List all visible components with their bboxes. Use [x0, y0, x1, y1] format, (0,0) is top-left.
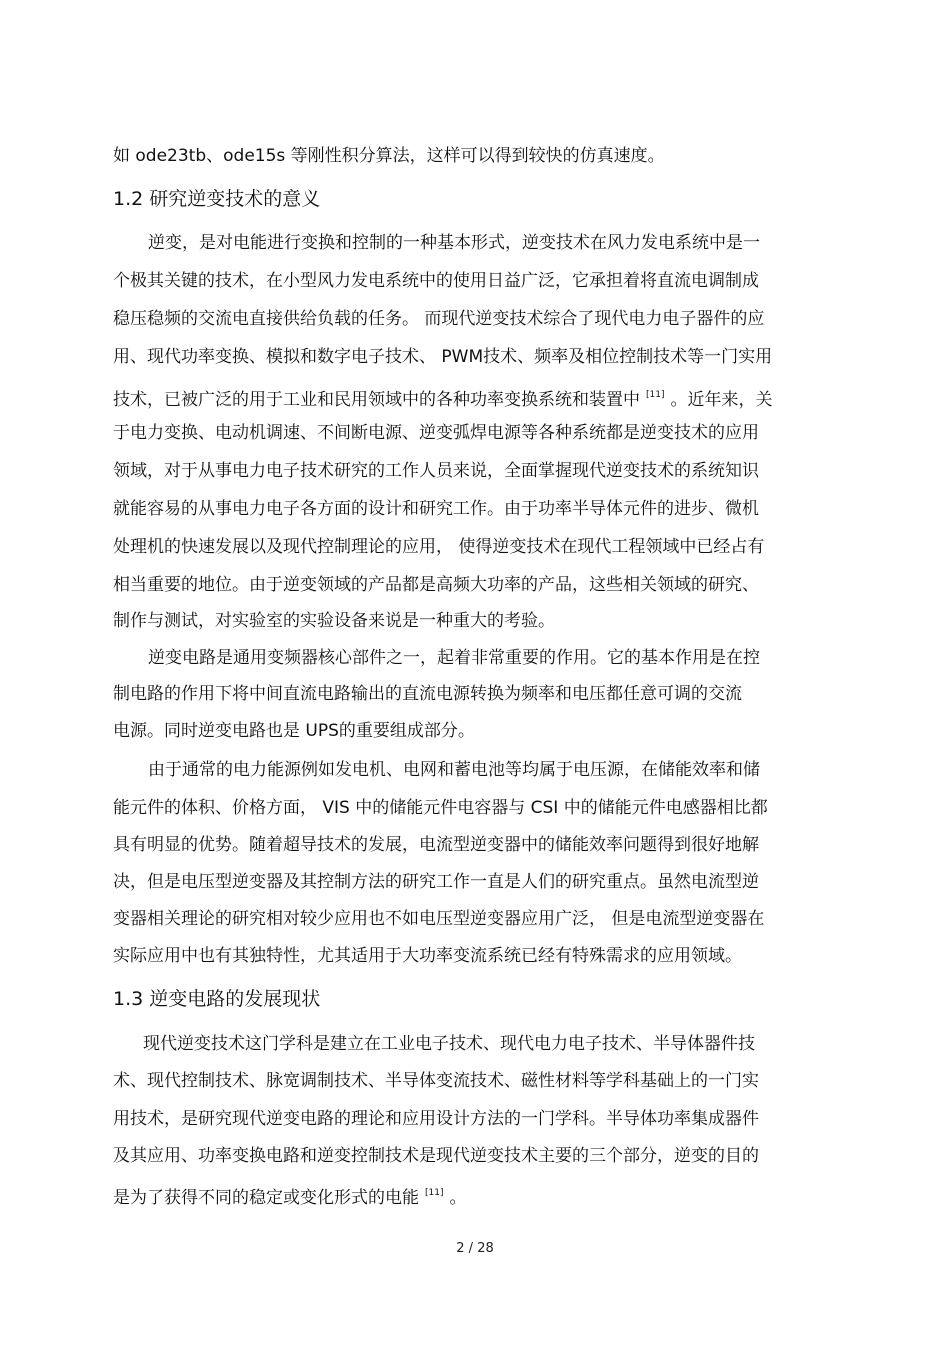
section-heading-1-3: 1.3 逆变电路的发展现状: [113, 988, 321, 1010]
paragraph-line: 用、现代功率变换、模拟和数字电子技术、 PWM技术、频率及相位控制技术等一门实用: [113, 347, 773, 367]
paragraph-line: 制作与测试，对实验室的实验设备来说是一种重大的考验。: [113, 611, 555, 631]
paragraph-line: 变器相关理论的研究相对较少应用也不如电压型逆变器应用广泛， 但是电流型逆变器在: [113, 909, 765, 929]
paragraph-line: 处理机的快速发展以及现代控制理论的应用， 使得逆变技术在现代工程领域中已经占有: [113, 537, 765, 557]
paragraph-line: 具有明显的优势。随着超导技术的发展，电流型逆变器中的储能效率问题得到很好地解: [113, 835, 759, 855]
page-separator: /: [468, 1241, 474, 1256]
text-run: 技术，已被广泛的用于工业和民用领域中的各种功率变换系统和装置中: [113, 390, 640, 410]
paragraph-line: 实际应用中也有其独特性，尤其适用于大功率变流系统已经有特殊需求的应用领域。: [113, 946, 742, 966]
text-run: 。近年来，关: [670, 390, 773, 410]
paragraph-line: 就能容易的从事电力电子各方面的设计和研究工作。由于功率半导体元件的进步、微机: [113, 499, 759, 519]
intro-line: 如 ode23tb、ode15s 等刚性积分算法，这样可以得到较快的仿真速度。: [113, 146, 665, 166]
paragraph-line: 逆变电路是通用变频器核心部件之一，起着非常重要的作用。它的基本作用是在控: [148, 648, 760, 668]
paragraph-line: 于电力变换、电动机调速、不间断电源、逆变弧焊电源等各种系统都是逆变技术的应用: [113, 423, 759, 443]
paragraph-line: 相当重要的地位。由于逆变领域的产品都是高频大功率的产品，这些相关领域的研究、: [113, 575, 759, 595]
citation-ref: [11]: [646, 390, 665, 400]
paragraph-line: 现代逆变技术这门学科是建立在工业电子技术、现代电力电子技术、半导体器件技: [143, 1034, 755, 1054]
paragraph-line: 领域，对于从事电力电子技术研究的工作人员来说，全面掌握现代逆变技术的系统知识: [113, 461, 759, 481]
text-run: 是为了获得不同的稳定或变化形式的电能: [113, 1188, 419, 1208]
page-number: [0, 1241, 950, 1256]
citation-ref: [11]: [425, 1188, 444, 1198]
page-total: 28: [477, 1241, 494, 1256]
paragraph-line: 决，但是电压型逆变器及其控制方法的研究工作一直是人们的研究重点。虽然电流型逆: [113, 872, 759, 892]
paragraph-line: [113, 1182, 466, 1209]
paragraph-line: 个极其关键的技术，在小型风力发电系统中的使用日益广泛，它承担着将直流电调制成: [113, 271, 759, 291]
section-heading-1-2: 1.2 研究逆变技术的意义: [113, 188, 321, 210]
paragraph-line: 由于通常的电力能源例如发电机、电网和蓄电池等均属于电压源，在储能效率和储: [148, 760, 760, 780]
text-run: 。: [449, 1188, 467, 1208]
paragraph-line: 能元件的体积、价格方面， VIS 中的储能元件电容器与 CSI 中的储能元件电感器相比都: [113, 798, 768, 818]
paragraph-line: 逆变，是对电能进行变换和控制的一种基本形式，逆变技术在风力发电系统中是一: [148, 233, 760, 253]
paragraph-line: 稳压稳频的交流电直接供给负载的任务。 而现代逆变技术综合了现代电力电子器件的应: [113, 309, 765, 329]
paragraph-line: 用技术，是研究现代逆变电路的理论和应用设计方法的一门学科。半导体功率集成器件: [113, 1109, 759, 1129]
paragraph-line: [113, 384, 772, 411]
paragraph-line: 制电路的作用下将中间直流电路输出的直流电源转换为频率和电压都任意可调的交流: [113, 684, 742, 704]
paragraph-line: 术、现代控制技术、脉宽调制技术、半导体变流技术、磁性材料等学科基础上的一门实: [113, 1071, 759, 1091]
paragraph-line: 及其应用、功率变换电路和逆变控制技术是现代逆变技术主要的三个部分，逆变的目的: [113, 1146, 759, 1166]
paragraph-line: 电源。同时逆变电路也是 UPS的重要组成部分。: [113, 721, 475, 741]
page-current: 2: [456, 1241, 465, 1256]
